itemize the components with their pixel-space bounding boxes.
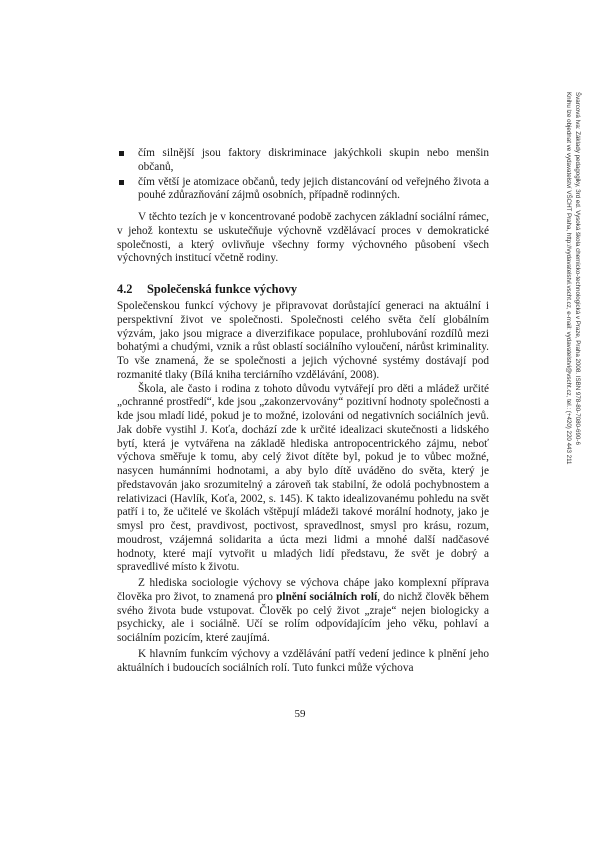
- paragraph-social-roles: [117, 577, 489, 646]
- bullet-item-text: čím větší je atomizace občanů, tedy jejich distancování od veřejného života a pouhé zdůrazňování zájmů osobních, případně rodinných.: [138, 175, 489, 202]
- paragraph: K hlavním funkcím výchovy a vzdělávání patří vedení jedince k plnění jeho aktuálních i budoucích sociálních rolí. Tuto funkci může výchova: [117, 647, 489, 674]
- bullet-square-icon: [119, 151, 124, 156]
- citation-side-note-text: [564, 92, 582, 692]
- body-text: [117, 147, 489, 675]
- bullet-item: [117, 147, 489, 175]
- paragraph: Společenskou funkcí výchovy je připravovat dorůstající generaci na aktuální i perspektivní život ve společnosti. Společnosti celého světa čelí globálním výzvám, jako jsou migrace a diverzifikace populace, prohlubování rozdílů mezi bohatými a chudými, vznik a růst oblastí sociálního vyloučení, nárůst kriminality. To vše znamená, že se společnosti a jejich výchovné systémy dostávají pod rozmanité tlaky (Bílá kniha terciárního vzdělávání, 2008).: [117, 300, 489, 381]
- section-number: 4.2: [117, 282, 133, 296]
- paragraph-text: Z hlediska sociologie výchovy se výchova chápe jako komplexní příprava člověka pro život, to znamená pro: [117, 577, 489, 603]
- bullet-square-icon: [119, 180, 124, 185]
- section-title: Společenská funkce výchovy: [147, 282, 298, 296]
- section-heading: [117, 282, 489, 296]
- citation-side-note: [552, 92, 582, 692]
- citation-line: Švarcová Iva: Základy pedagogiky, 3rd ed. Vysoká škola chemicko-technologická v Praze, Praha 2008. ISBN 978-80-7080-690-6: [574, 92, 581, 445]
- bullet-item: [117, 176, 489, 204]
- paragraph-text: , do nichž člověk během svého života bude vstupovat. Člověk po celý život „zraje“ nejen biologicky a psychicky, ale i sociálně. Učí se rolím odpovídajícím jeho věku, pohlaví a sociálním pozicím, které zaujímá.: [117, 590, 490, 644]
- paragraph: Škola, ale často i rodina z tohoto důvodu vytvářejí pro děti a mládež určité „ochranné prostředí“, kde jsou „zakonzervovány“ pozitivní hodnoty společnosti a kde jsou mladí lidé, pokud je to možné, izolováni od negativních sociálních jevů. Jak dobře vystihl J. Koťa, dochází zde k určité idealizaci skutečnosti a lidského bytí, která je vytvářena na základě hlediska antropocentrického zájmu, neboť výchova směřuje k tomu, aby celý život dítěte byl, pokud je to vůbec možné, nasycen humánními hodnotami, a aby bylo dítě uváděno do světa, který je představován jako srozumitelný a zároveň tak stabilní, že odolá pochybnostem a relativizaci (Havlík, Koťa, 2002, s. 145). K takto idealizovanému pohledu na svět patří i to, že učitelé ve školách vštěpují mládeži takové morální hodnoty, jako je smysl pro čest, pravdivost, poctivost, spravedlnost, smysl pro krásu, rozum, moudrost, vzájemná solidarita a úcta mezi lidmi a mnohé další nadčasové hodnoty, které mají vytvořit u mladých lidí představu, že svět je dobrý a spravedlivé místo k životu.: [117, 382, 489, 574]
- intro-paragraph: V těchto tezích je v koncentrované podobě zachycen základní sociální rámec, v jehož kontextu se uskutečňuje výchovně vzdělávací proces v demokratické společnosti, a který ovlivňuje všechny formy výchovného působení všech výchovných institucí včetně rodiny.: [117, 211, 489, 265]
- emphasis-social-roles: plnění sociálních rolí: [276, 590, 378, 603]
- bullet-list: [117, 147, 489, 203]
- bullet-item-text: čím silnější jsou faktory diskriminace jakýchkoli skupin nebo menšin občanů,: [138, 147, 489, 173]
- order-info-line: Knihu lze objednat ve vydavatelství VŠCHT Praha, http://vydavatelstvi.vscht.cz, e-mail: vydavatelstvi@vscht.cz, tel.: (+420) 220 443 211: [565, 92, 572, 465]
- page-number: 59: [294, 708, 306, 720]
